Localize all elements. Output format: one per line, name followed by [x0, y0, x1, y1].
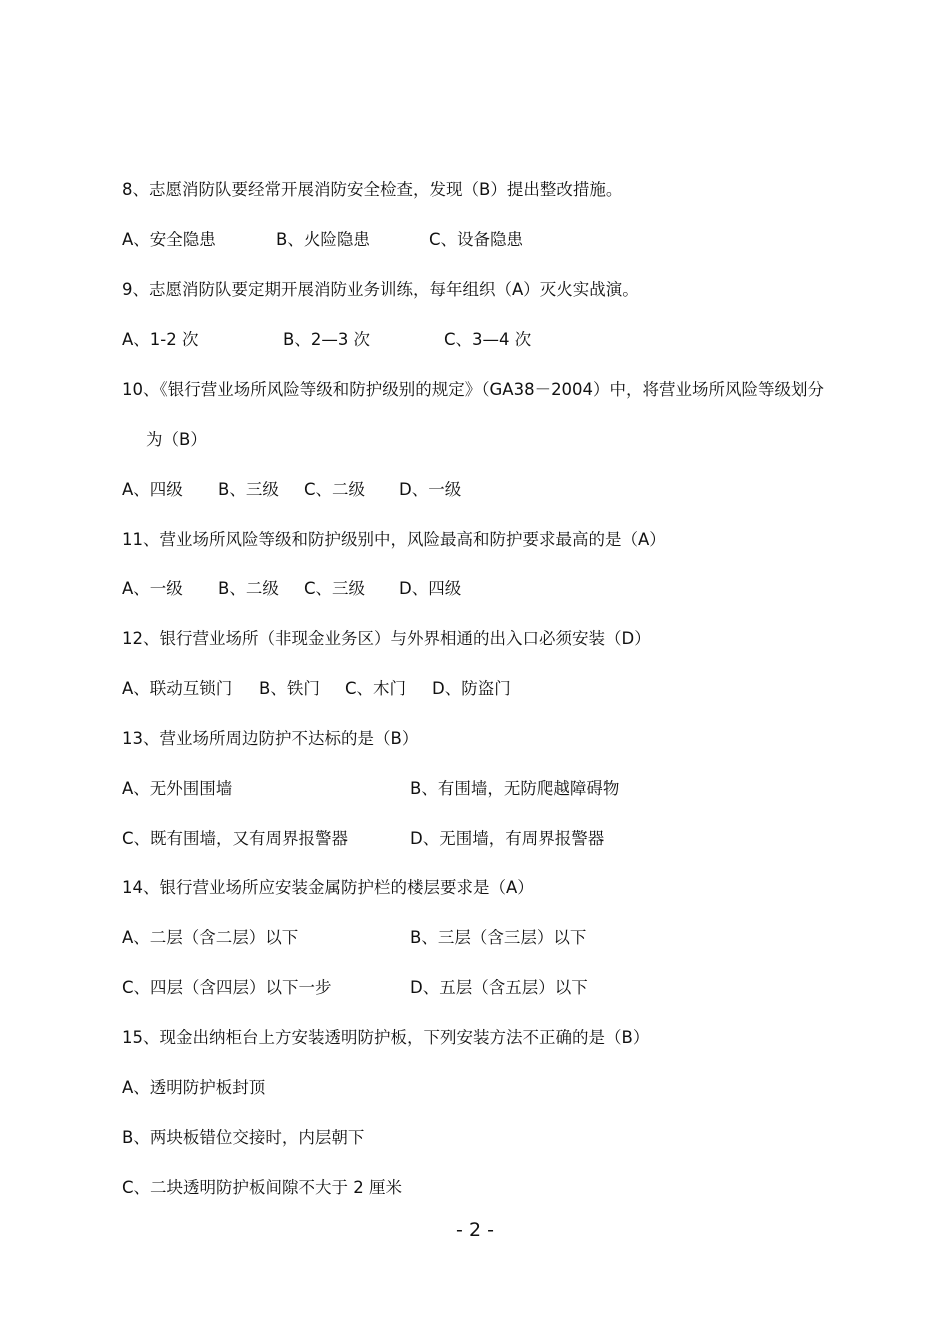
question-12: 12、银行营业场所（非现金业务区）与外界相通的出入口必须安装（D）: [122, 629, 651, 648]
option-b: B、有围墙，无防爬越障碍物: [410, 779, 620, 798]
option-a: A、一级: [122, 579, 183, 598]
option-c: C、既有围墙，又有周界报警器: [122, 829, 349, 848]
option-c: C、设备隐患: [429, 230, 524, 249]
option-a: A、1-2 次: [122, 330, 199, 349]
option-d: D、四级: [399, 579, 462, 598]
option-c: C、四层（含四层）以下一步: [122, 978, 332, 997]
question-10: 10、《银行营业场所风险等级和防护级别的规定》（GA38－2004）中，将营业场所风险等级划分: [122, 380, 825, 399]
option-b: B、火险隐患: [276, 230, 370, 249]
page-number: - 2 -: [456, 1219, 494, 1241]
option-a: A、联动互锁门: [122, 679, 233, 698]
option-a: A、二层（含二层）以下: [122, 928, 299, 947]
option-c: C、木门: [345, 679, 407, 698]
option-b: B、铁门: [259, 679, 320, 698]
option-b: B、2—3 次: [283, 330, 371, 349]
option-b: B、三层（含三层）以下: [410, 928, 587, 947]
option-a: A、无外围围墙: [122, 779, 233, 798]
option-d: D、无围墙，有周界报警器: [410, 829, 605, 848]
question-11: 11、营业场所风险等级和防护级别中，风险最高和防护要求最高的是（A）: [122, 530, 666, 549]
option-b: B、三级: [218, 480, 279, 499]
question-15-option-b: B、两块板错位交接时，内层朝下: [122, 1128, 365, 1147]
option-c: C、二级: [304, 480, 366, 499]
option-d: D、五层（含五层）以下: [410, 978, 588, 997]
question-10-continued: 为（B）: [146, 430, 207, 449]
option-d: D、防盗门: [432, 679, 511, 698]
option-c: C、三级: [304, 579, 366, 598]
question-15-option-c: C、二块透明防护板间隙不大于 2 厘米: [122, 1178, 403, 1197]
option-c: C、3—4 次: [444, 330, 532, 349]
option-d: D、一级: [399, 480, 462, 499]
question-9: 9、志愿消防队要定期开展消防业务训练，每年组织（A）灭火实战演。: [122, 280, 639, 299]
option-a: A、四级: [122, 480, 183, 499]
option-b: B、二级: [218, 579, 279, 598]
option-a: A、安全隐患: [122, 230, 216, 249]
question-8: 8、志愿消防队要经常开展消防安全检查，发现（B）提出整改措施。: [122, 180, 623, 199]
question-14: 14、银行营业场所应安装金属防护栏的楼层要求是（A）: [122, 878, 534, 897]
question-15: 15、现金出纳柜台上方安装透明防护板，下列安装方法不正确的是（B）: [122, 1028, 650, 1047]
question-13: 13、营业场所周边防护不达标的是（B）: [122, 729, 419, 748]
question-15-option-a: A、透明防护板封顶: [122, 1078, 266, 1097]
